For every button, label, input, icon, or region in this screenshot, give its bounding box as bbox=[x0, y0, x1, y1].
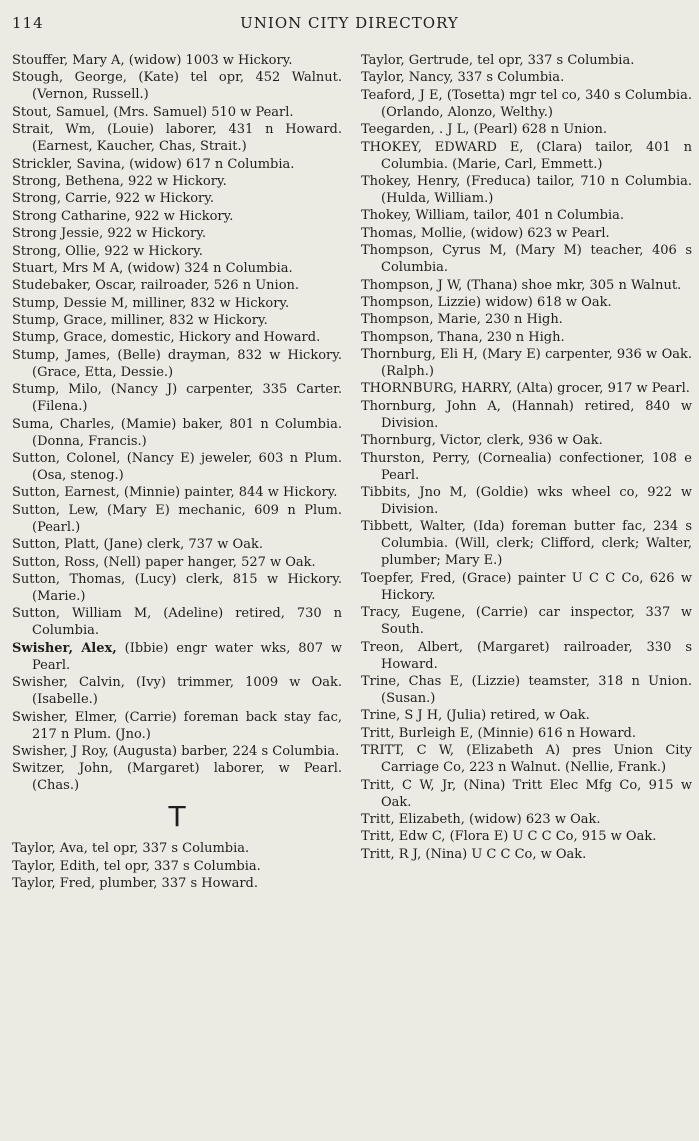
directory-entry: Taylor, Gertrude, tel opr, 337 s Columbia. bbox=[361, 53, 635, 68]
directory-entry: Treon, Albert, (Margaret) railroader, 330 s Howard. bbox=[361, 639, 692, 672]
directory-entry: Thokey, William, tailor, 401 n Columbia. bbox=[361, 208, 625, 224]
directory-entry: Stout, Samuel, (Mrs. Samuel) 510 w Pearl. bbox=[12, 104, 294, 120]
directory-entry: Sutton, Thomas, (Lucy) clerk, 815 w Hickory. (Marie.) bbox=[12, 571, 342, 604]
directory-entry: Tritt, Edw C, (Flora E) U C C Co, 915 w Oak. bbox=[361, 829, 657, 845]
right-entries bbox=[361, 52, 692, 863]
directory-entry: Sutton, Ross, (Nell) paper hanger, 527 w Oak. bbox=[12, 554, 316, 570]
directory-entry: Tritt, R J, (Nina) U C C Co, w Oak. bbox=[361, 846, 587, 862]
directory-entry: Tritt, Elizabeth, (widow) 623 w Oak. bbox=[361, 811, 601, 827]
left-t-entries bbox=[12, 840, 342, 892]
directory-entry: Stump, Milo, (Nancy J) carpenter, 335 Carter. (Filena.) bbox=[12, 382, 342, 415]
directory-entry: Sutton, Platt, (Jane) clerk, 737 w Oak. bbox=[12, 537, 263, 553]
page-header bbox=[0, 14, 699, 36]
directory-entry: Strickler, Savina, (widow) 617 n Columbia. bbox=[12, 156, 295, 172]
directory-entry: Thompson, Marie, 230 n High. bbox=[361, 312, 563, 328]
page-number: 114 bbox=[12, 14, 44, 32]
directory-entry: Stump, Grace, domestic, Hickory and Howard. bbox=[12, 330, 321, 346]
directory-entry-bold bbox=[12, 640, 342, 674]
directory-entry: Swisher, J Roy, (Augusta) barber, 224 s Columbia. bbox=[12, 743, 340, 759]
directory-entry: Thornburg, John A, (Hannah) retired, 840 w Division. bbox=[361, 398, 692, 431]
directory-entry: Teaford, J E, (Tosetta) mgr tel co, 340 s Columbia. (Orlando, Alonzo, Welthy.) bbox=[361, 87, 692, 120]
directory-entry: THORNBURG, HARRY, (Alta) grocer, 917 w Pearl. bbox=[361, 381, 690, 397]
directory-entry: Swisher, Calvin, (Ivy) trimmer, 1009 w Oak. (Isabelle.) bbox=[12, 675, 342, 708]
directory-entry: Stump, James, (Belle) drayman, 832 w Hickory. (Grace, Etta, Dessie.) bbox=[12, 347, 342, 380]
running-title: UNION CITY DIRECTORY bbox=[240, 14, 459, 32]
directory-entry: THOKEY, EDWARD E, (Clara) tailor, 401 n Columbia. (Marie, Carl, Emmett.) bbox=[361, 139, 692, 172]
directory-entry: Thompson, J W, (Thana) shoe mkr, 305 n Walnut. bbox=[361, 277, 682, 293]
left-entries-before bbox=[12, 52, 342, 639]
directory-entry: Stump, Dessie M, milliner, 832 w Hickory. bbox=[12, 295, 290, 311]
directory-entry: Thokey, Henry, (Freduca) tailor, 710 n Columbia. (Hulda, William.) bbox=[361, 173, 692, 206]
bold-entry-rest: (Ibbie) engr water wks, 807 w Pearl. bbox=[32, 640, 342, 673]
directory-entry: Studebaker, Oscar, railroader, 526 n Union. bbox=[12, 278, 300, 294]
directory-entry: Strong, Bethena, 922 w Hickory. bbox=[12, 173, 227, 189]
directory-entry: Switzer, John, (Margaret) laborer, w Pearl. (Chas.) bbox=[12, 761, 342, 794]
directory-entry: Thomas, Mollie, (widow) 623 w Pearl. bbox=[361, 225, 610, 241]
directory-entry: Tritt, C W, Jr, (Nina) Tritt Elec Mfg Co, 915 w Oak. bbox=[361, 777, 692, 810]
directory-entry: Tibbits, Jno M, (Goldie) wks wheel co, 922 w Division. bbox=[361, 485, 692, 518]
directory-entry: Strong Catharine, 922 w Hickory. bbox=[12, 208, 234, 224]
directory-entry: Strong Jessie, 922 w Hickory. bbox=[12, 226, 207, 242]
directory-entry: Sutton, William M, (Adeline) retired, 730 n Columbia. bbox=[12, 606, 342, 639]
directory-entry: Trine, Chas E, (Lizzie) teamster, 318 n Union. (Susan.) bbox=[361, 673, 692, 706]
directory-entry: Tracy, Eugene, (Carrie) car inspector, 337 w South. bbox=[361, 605, 692, 638]
directory-entry: Sutton, Lew, (Mary E) mechanic, 609 n Plum. (Pearl.) bbox=[12, 502, 342, 535]
directory-entry: Thompson, Thana, 230 n High. bbox=[361, 329, 565, 345]
directory-entry: Thompson, Lizzie) widow) 618 w Oak. bbox=[361, 294, 612, 310]
directory-entry: Swisher, Elmer, (Carrie) foreman back stay fac, 217 n Plum. (Jno.) bbox=[12, 709, 342, 742]
directory-entry: Taylor, Nancy, 337 s Columbia. bbox=[361, 70, 565, 86]
directory-entry: Strait, Wm, (Louie) laborer, 431 n Howard. (Earnest, Kaucher, Chas, Strait.) bbox=[12, 122, 342, 155]
directory-entry: Stouffer, Mary A, (widow) 1003 w Hickory. bbox=[12, 53, 293, 68]
directory-entry: Thompson, Cyrus M, (Mary M) teacher, 406 s Columbia. bbox=[361, 243, 692, 276]
left-entries-after bbox=[12, 674, 342, 794]
directory-entry: Stuart, Mrs M A, (widow) 324 n Columbia. bbox=[12, 260, 293, 276]
directory-entry: Taylor, Ava, tel opr, 337 s Columbia. bbox=[12, 841, 250, 857]
directory-entry: Thornburg, Victor, clerk, 936 w Oak. bbox=[361, 433, 603, 449]
directory-entry: Sutton, Earnest, (Minnie) painter, 844 w Hickory. bbox=[12, 485, 338, 501]
directory-entry: Stough, George, (Kate) tel opr, 452 Walnut. (Vernon, Russell.) bbox=[12, 70, 342, 103]
directory-entry: Trine, S J H, (Julia) retired, w Oak. bbox=[361, 708, 590, 724]
directory-entry: Suma, Charles, (Mamie) baker, 801 n Columbia. (Donna, Francis.) bbox=[12, 416, 342, 449]
right-column bbox=[361, 52, 692, 863]
directory-entry: Strong, Ollie, 922 w Hickory. bbox=[12, 243, 203, 259]
directory-entry: Taylor, Fred, plumber, 337 s Howard. bbox=[12, 876, 259, 892]
directory-entry: Stump, Grace, milliner, 832 w Hickory. bbox=[12, 313, 268, 329]
directory-entry: Tritt, Burleigh E, (Minnie) 616 n Howard. bbox=[361, 725, 636, 741]
directory-entry: Sutton, Colonel, (Nancy E) jeweler, 603 n Plum. (Osa, stenog.) bbox=[12, 451, 342, 484]
bold-entry-name: Swisher, Alex, bbox=[12, 640, 117, 656]
directory-entry: Toepfer, Fred, (Grace) painter U C C Co, 626 w Hickory. bbox=[361, 570, 692, 603]
directory-entry: Thurston, Perry, (Cornealia) confectioner, 108 e Pearl. bbox=[361, 450, 692, 483]
directory-entry: TRITT, C W, (Elizabeth A) pres Union City Carriage Co, 223 n Walnut. (Nellie, Frank.) bbox=[361, 743, 692, 776]
left-column bbox=[12, 52, 342, 893]
directory-entry: Teegarden, . J L, (Pearl) 628 n Union. bbox=[361, 122, 608, 138]
directory-entry: Thornburg, Eli H, (Mary E) carpenter, 936 w Oak. (Ralph.) bbox=[361, 347, 692, 380]
directory-entry: Taylor, Edith, tel opr, 337 s Columbia. bbox=[12, 858, 261, 874]
section-letter: T bbox=[168, 800, 186, 834]
directory-entry: Strong, Carrie, 922 w Hickory. bbox=[12, 191, 215, 207]
directory-entry: Tibbett, Walter, (Ida) foreman butter fac, 234 s Columbia. (Will, clerk; Clifford, clerk; Walter, plumber; Mary E.) bbox=[361, 519, 692, 569]
